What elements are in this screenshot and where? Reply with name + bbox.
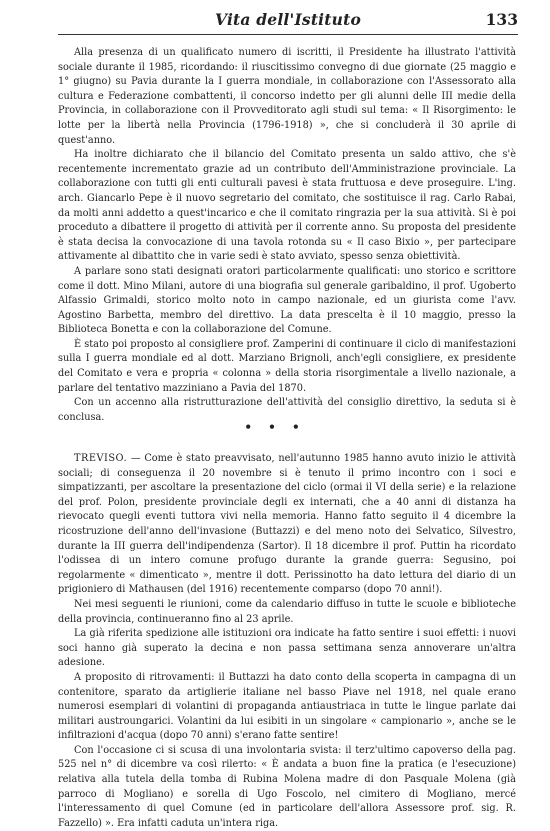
paragraph: La già riferita spedizione alle istituzioni ora indicate ha fatto sentire i suoi effetti: i nuovi soci hanno già superato la decina e non passa settimana senza annoverare un'altra adesione. [58, 628, 516, 669]
header-rule [58, 34, 518, 35]
paragraph: Con l'occasione ci si scusa di una involontaria svista: il terz'ultimo capoverso della pag. 525 nel n° di dicembre va così rilетto: « È andata a buon fine la pratica (e l'esecuzione) relativa alla tutela della tomba di Rubina Molena madre di don Pasquale Molena (già parroco di Mogliano) e sorella di Ugo Foscolo, nel cimitero di Mogliano, mercé l'interessamento di quel Comune (ed in particolare dell'allora Assessore prof. sig. R. Fazzello) ». Era infatti caduta un'intera riga. [58, 744, 516, 829]
paragraph: È stato poi proposto al consigliere prof. Zamperini di continuare il ciclo di manifestazioni sulla I guerra mondiale ed al dott. Marziano Brignoli, anch'egli consigliere, ex presidente del Comitato e vera e propria « colonna » della storia risorgimentale a livello nazionale, a parlare del tentativo mazziniano a Pavia del 1870. [58, 338, 516, 394]
section-treviso [58, 452, 516, 831]
paragraph-text: — Come è stato preavvisato, nell'autunno 1985 hanno avuto inizio le attività sociali; di conseguenza il 20 novembre si è tenuto il primo incontro con i soci e simpatizzanti, per ascoltare la presentazione del ciclo (ormai il VI della serie) e la relazione del prof. Polon, presidente provinciale degli ex internati, che a 40 anni di distanza ha rievocato quegli eventi tuttora vivi nella memoria. Hanno fatto seguito il 4 dicembre la ricostruzione dell'anno dell'invasione (Buttazzi) e del meno noto dei Selvatico, Silvestro, durante la III guerra dell'indipendenza (Sartor). Il 18 dicembre il prof. Puttin ha ricordato l'odissea di un intero comune profugo durante la grande guerra: Segusino, poi regolarmente « dimenticato », mentre il dott. Perissinotto ha dato lettura del diario di un prigioniero di Mathausen (del 1916) recentemente comparso (dopo 70 anni!). [58, 453, 516, 596]
paragraph: A parlare sono stati designati oratori particolarmente qualificati: uno storico e scrittore come il dott. Mino Milani, autore di una biografia sul generale garibaldino, il prof. Ugoberto Alfassio Grimaldi, storico molto noto in campo nazionale, ed un giurista come l'avv. Agostino Barbetta, membro del direttivo. La data prescelta è il 10 maggio, presso la Biblioteca Bonetta e con la collaborazione del Comune. [58, 265, 516, 336]
section-separator: • • • [244, 420, 306, 434]
city-heading: TREVISO. [74, 453, 128, 464]
section-pavia [58, 46, 516, 425]
page-header [58, 10, 518, 34]
paragraph: Con un accenno alla ristrutturazione dell'attività del consiglio direttivo, la seduta si è conclusa. [58, 397, 516, 423]
paragraph: Nei mesi seguenti le riunioni, come da calendario diffuso in tutte le scuole e biblioteche della provincia, continueranno fino al 23 aprile. [58, 598, 516, 625]
paragraph [58, 452, 516, 598]
paragraph: A proposito di ritrovamenti: il Buttazzi ha dato conto della scoperta in campagna di un contenitore, sparato da artiglierie italiane nel basso Piave nel 1918, nel quale erano numerosi esemplari di volantini di propaganda antiaustriaca in tutte le lingue parlate dai militari austroungarici. Volantini da lui esibiti in un singolare « campionario », anche se le infiltrazioni d'acqua (dopo 70 anni) s'erano fatte sentire! [58, 671, 516, 742]
running-title: Vita dell'Istituto [214, 10, 361, 29]
page-number: 133 [485, 10, 518, 29]
paragraph: Ha inoltre dichiarato che il bilancio del Comitato presenta un saldo attivo, che s'è recentemente incrementato grazie ad un contributo dell'Amministrazione provinciale. La collaborazione con tutti gli enti culturali pavesi è stata fruttuosa e deve proseguire. L'ing. arch. Giancarlo Pepe è il nuovo segretario del comitato, che sostituisce il rag. Carlo Rabai, da molti anni addetto a quest'incarico e che il comitato ringrazia per la sua attività. Si è poi proceduto a dibattere il progetto di attività per il corrente anno. Su proposta del presidente è stata decisa la convocazione di una tavola rotonda su « Il caso Bixio », per partecipare attivamente al dibattito che in varie sedi è stato avviato, spesso senza obiettività. [58, 149, 516, 263]
paragraph: Alla presenza di un qualificato numero di iscritti, il Presidente ha illustrato l'attività sociale durante il 1985, ricordando: il riuscitissimo convegno di due giornate (25 maggio e 1° giugno) su Pavia durante la I guerra mondiale, in collaborazione con l'Assessorato alla cultura e Federazione combattenti, il concorso indetto per gli alunni delle III medie della Provincia, in collaborazione con il Provveditorato agli studi sul tema: « Il Risorgimento: le lotte per la libertà nella Provincia (1796-1918) », che si concluderà il 30 aprile di quest'anno. [58, 47, 516, 146]
